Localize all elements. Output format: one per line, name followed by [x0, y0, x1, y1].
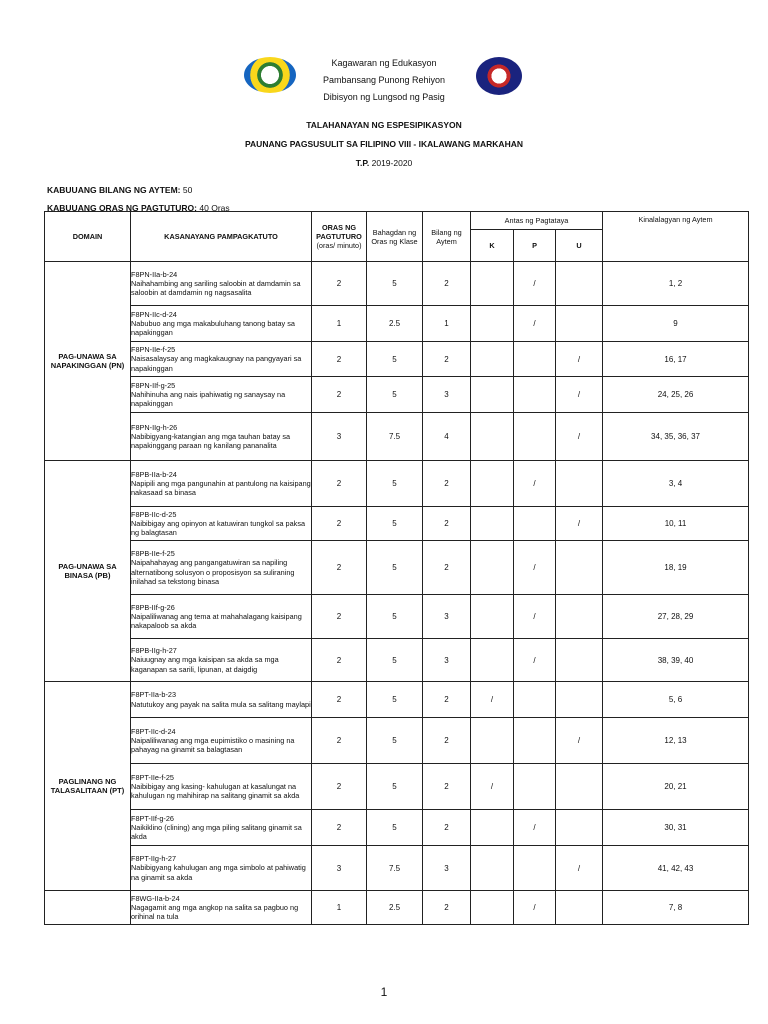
col-level-u: U	[556, 230, 603, 262]
item-placement-cell: 24, 25, 26	[603, 377, 749, 413]
item-count-cell: 2	[423, 461, 471, 507]
item-count-cell: 2	[423, 891, 471, 925]
level-k-cell	[471, 262, 514, 306]
table-row	[45, 377, 749, 413]
level-u-cell	[556, 639, 603, 682]
domain-cell: PAGLINANG NG TALASALITAAN (PT)	[45, 682, 131, 891]
item-placement-cell: 1, 2	[603, 262, 749, 306]
item-count-cell: 1	[423, 306, 471, 342]
level-u-cell	[556, 595, 603, 639]
competency-text: Naihahambing ang sariling saloobin at damdamin sa saloobin at damdamin ng nagsasalita	[131, 278, 301, 298]
level-u-cell	[556, 764, 603, 810]
table-row	[45, 541, 749, 595]
document-titles	[0, 116, 768, 173]
item-count-cell: 3	[423, 846, 471, 891]
item-placement-cell: 30, 31	[603, 810, 749, 846]
item-placement-cell: 41, 42, 43	[603, 846, 749, 891]
item-placement-cell: 34, 35, 36, 37	[603, 413, 749, 461]
hours-cell: 2	[312, 377, 367, 413]
level-k-cell: /	[471, 764, 514, 810]
level-k-cell	[471, 595, 514, 639]
level-u-cell	[556, 306, 603, 342]
level-k-cell	[471, 891, 514, 925]
hours-cell: 3	[312, 846, 367, 891]
col-hours-title: ORAS NG PAGTUTURO	[316, 223, 362, 241]
level-k-cell	[471, 846, 514, 891]
table-body	[45, 262, 749, 925]
item-count-cell: 2	[423, 764, 471, 810]
item-count-cell: 2	[423, 810, 471, 846]
competency-text: Natutukoy ang payak na salita mula sa salitang maylapi	[131, 699, 311, 709]
competency-cell	[131, 413, 312, 461]
level-p-cell	[514, 764, 556, 810]
table-row	[45, 764, 749, 810]
agency-header	[0, 55, 768, 106]
table-row	[45, 682, 749, 718]
level-u-cell	[556, 682, 603, 718]
competency-code: F8PN-IIa-b-24	[131, 269, 178, 279]
competency-code: F8PN-IIe-f-25	[131, 345, 176, 355]
item-placement-cell: 7, 8	[603, 891, 749, 925]
table-row	[45, 846, 749, 891]
competency-text: Naipaliliwanag ang mga eupimistiko o masining na pahayag na ginamit sa balagtasan	[131, 735, 295, 755]
level-u-cell	[556, 891, 603, 925]
competency-text: Nabibigyang kahulugan ang mga simbolo at pahiwatig na ginamit sa akda	[131, 863, 306, 882]
col-hours	[312, 212, 367, 262]
col-level-k: K	[471, 230, 514, 262]
item-placement-cell: 5, 6	[603, 682, 749, 718]
competency-cell	[131, 891, 312, 925]
level-u-cell: /	[556, 507, 603, 541]
level-u-cell: /	[556, 718, 603, 764]
level-p-cell: /	[514, 262, 556, 306]
hours-cell: 1	[312, 891, 367, 925]
total-hours-label: KABUUANG ORAS NG PAGTUTURO:	[47, 203, 198, 213]
hours-cell: 3	[312, 413, 367, 461]
school-year-value: 2019-2020	[371, 158, 413, 168]
level-p-cell	[514, 342, 556, 377]
level-p-cell: /	[514, 595, 556, 639]
percent-cell: 5	[367, 639, 423, 682]
school-year	[0, 154, 768, 173]
domain-cell: PAG-UNAWA SA BINASA (PB)	[45, 461, 131, 682]
hours-cell: 2	[312, 595, 367, 639]
col-percent: Bahagdan ng Oras ng Klase	[367, 212, 423, 262]
level-k-cell	[471, 639, 514, 682]
competency-cell	[131, 306, 312, 342]
total-items	[47, 181, 230, 199]
competency-text: Naibibigay ang opinyon at katuwiran tungkol sa paksa ng balagtasan	[131, 518, 306, 538]
competency-cell	[131, 461, 312, 507]
competency-cell	[131, 846, 312, 891]
hours-cell: 1	[312, 306, 367, 342]
level-k-cell	[471, 461, 514, 507]
competency-cell	[131, 377, 312, 413]
item-count-cell: 2	[423, 262, 471, 306]
percent-cell: 5	[367, 810, 423, 846]
level-p-cell: /	[514, 639, 556, 682]
table-row	[45, 595, 749, 639]
total-items-value: 50	[182, 185, 193, 195]
item-count-cell: 2	[423, 342, 471, 377]
table-row	[45, 507, 749, 541]
percent-cell: 5	[367, 342, 423, 377]
specification-table	[44, 211, 749, 925]
item-count-cell: 2	[423, 682, 471, 718]
hours-cell: 2	[312, 718, 367, 764]
competency-code: F8PT-IIa-b-23	[131, 690, 177, 700]
competency-cell	[131, 595, 312, 639]
header-line: Dibisyon ng Lungsod ng Pasig	[323, 92, 445, 102]
total-items-label: KABUUANG BILANG NG AYTEM:	[47, 185, 181, 195]
item-placement-cell: 10, 11	[603, 507, 749, 541]
competency-text: Naiuugnay ang mga kaisipan sa akda sa mga kaganapan sa sarili, lipunan, at daigdig	[131, 655, 279, 674]
col-competency: KASANAYANG PAMPAGKATUTO	[131, 212, 312, 262]
competency-cell	[131, 682, 312, 718]
percent-cell: 2.5	[367, 306, 423, 342]
competency-code: F8PB-IIf-g-26	[131, 602, 175, 612]
hours-cell: 2	[312, 541, 367, 595]
level-k-cell	[471, 507, 514, 541]
item-count-cell: 2	[423, 541, 471, 595]
item-placement-cell: 12, 13	[603, 718, 749, 764]
percent-cell: 5	[367, 541, 423, 595]
table-row	[45, 718, 749, 764]
level-p-cell: /	[514, 461, 556, 507]
competency-text: Nahihinuha ang nais ipahiwatig ng sanaysay na napakinggan	[131, 389, 286, 409]
table-row	[45, 342, 749, 377]
level-p-cell	[514, 846, 556, 891]
level-u-cell	[556, 810, 603, 846]
competency-code: F8PT-IIf-g-26	[131, 813, 174, 823]
competency-cell	[131, 718, 312, 764]
hours-cell: 2	[312, 639, 367, 682]
level-p-cell: /	[514, 810, 556, 846]
competency-text: Nabubuo ang mga makabuluhang tanong batay sa napakinggan	[131, 318, 295, 338]
percent-cell: 5	[367, 718, 423, 764]
item-placement-cell: 27, 28, 29	[603, 595, 749, 639]
col-placement: Kinalalagyan ng Aytem	[603, 212, 749, 262]
hours-cell: 2	[312, 810, 367, 846]
percent-cell: 2.5	[367, 891, 423, 925]
competency-text: Naibibigay ang kasing- kahulugan at kasalungat na kahulugan ng mahihirap na salitang ginamit sa akda	[131, 781, 300, 801]
competency-code: F8PB-IIg-h-27	[131, 646, 177, 656]
level-u-cell: /	[556, 377, 603, 413]
document-subtitle: PAUNANG PAGSUSULIT SA FILIPINO VIII - IKALAWANG MARKAHAN	[245, 139, 523, 149]
level-p-cell: /	[514, 306, 556, 342]
level-k-cell	[471, 810, 514, 846]
level-p-cell	[514, 718, 556, 764]
percent-cell: 5	[367, 764, 423, 810]
document-title: TALAHANAYAN NG ESPESIPIKASYON	[306, 120, 462, 130]
col-count: Bilang ng Aytem	[423, 212, 471, 262]
competency-cell	[131, 342, 312, 377]
percent-cell: 5	[367, 377, 423, 413]
item-count-cell: 3	[423, 639, 471, 682]
col-domain: DOMAIN	[45, 212, 131, 262]
hours-cell: 2	[312, 682, 367, 718]
competency-code: F8PT-IIg-h-27	[131, 854, 177, 864]
competency-cell	[131, 764, 312, 810]
hours-cell: 2	[312, 342, 367, 377]
item-placement-cell: 18, 19	[603, 541, 749, 595]
item-count-cell: 2	[423, 507, 471, 541]
table-row	[45, 891, 749, 925]
competency-code: F8PN-IIc-d-24	[131, 309, 177, 319]
competency-text: Nabibigyang-katangian ang mga tauhan batay sa napakinggang paraan ng kanilang pananalita	[131, 431, 291, 451]
hours-cell: 2	[312, 764, 367, 810]
level-k-cell	[471, 413, 514, 461]
table-row	[45, 306, 749, 342]
level-u-cell: /	[556, 342, 603, 377]
percent-cell: 5	[367, 595, 423, 639]
level-p-cell: /	[514, 541, 556, 595]
competency-cell	[131, 262, 312, 306]
competency-cell	[131, 507, 312, 541]
domain-cell	[45, 891, 131, 925]
competency-cell	[131, 810, 312, 846]
domain-cell: PAG-UNAWA SA NAPAKINGGAN (PN)	[45, 262, 131, 461]
col-hours-unit: (oras/ minuto)	[316, 241, 362, 250]
level-p-cell: /	[514, 891, 556, 925]
level-k-cell	[471, 541, 514, 595]
hours-cell: 2	[312, 507, 367, 541]
level-p-cell	[514, 507, 556, 541]
competency-text: Napipili ang mga pangunahin at pantulong na kaisipang nakasaad sa binasa	[131, 478, 311, 498]
competency-code: F8PB-IIa-b-24	[131, 469, 177, 479]
level-k-cell: /	[471, 682, 514, 718]
item-placement-cell: 9	[603, 306, 749, 342]
level-u-cell: /	[556, 846, 603, 891]
competency-code: F8PN-IIf-g-25	[131, 380, 176, 390]
competency-code: F8PB-IIe-f-25	[131, 548, 175, 558]
item-placement-cell: 16, 17	[603, 342, 749, 377]
item-placement-cell: 20, 21	[603, 764, 749, 810]
item-placement-cell: 3, 4	[603, 461, 749, 507]
competency-cell	[131, 639, 312, 682]
percent-cell: 7.5	[367, 413, 423, 461]
item-count-cell: 3	[423, 595, 471, 639]
competency-code: F8PB-IIc-d-25	[131, 509, 177, 519]
item-count-cell: 2	[423, 718, 471, 764]
item-count-cell: 4	[423, 413, 471, 461]
school-year-label: T.P.	[355, 158, 370, 168]
col-level-p: P	[514, 230, 556, 262]
competency-text: Naipaliliwanag ang tema at mahahalagang kaisipang nakapaloob sa akda	[131, 611, 302, 631]
level-k-cell	[471, 718, 514, 764]
page-number: 1	[380, 985, 388, 999]
hours-cell: 2	[312, 262, 367, 306]
item-count-cell: 3	[423, 377, 471, 413]
competency-text: Naisasalaysay ang magkakaugnay na pangyayari sa napakinggan	[131, 354, 302, 373]
competency-code: F8WG-IIa-b-24	[131, 893, 180, 903]
header-line: Kagawaran ng Edukasyon	[331, 58, 437, 68]
level-p-cell	[514, 377, 556, 413]
level-p-cell	[514, 682, 556, 718]
competency-text: Naipahahayag ang pangangatuwiran sa napiling alternatibong solusyon o proposisyon sa suliraning inilahad sa tekstong binasa	[131, 558, 295, 586]
hours-cell: 2	[312, 461, 367, 507]
percent-cell: 5	[367, 682, 423, 718]
percent-cell: 5	[367, 461, 423, 507]
competency-cell	[131, 541, 312, 595]
competency-text: Naikiklino (clining) ang mga piling salitang ginamit sa akda	[131, 822, 302, 842]
competency-code: F8PT-IIc-d-24	[131, 726, 176, 736]
competency-code: F8PT-IIe-f-25	[131, 772, 174, 782]
table-row	[45, 810, 749, 846]
table-row	[45, 262, 749, 306]
header-line: Pambansang Punong Rehiyon	[322, 75, 446, 85]
level-k-cell	[471, 377, 514, 413]
percent-cell: 7.5	[367, 846, 423, 891]
level-k-cell	[471, 342, 514, 377]
percent-cell: 5	[367, 262, 423, 306]
level-u-cell: /	[556, 413, 603, 461]
table-row	[45, 639, 749, 682]
table-row	[45, 413, 749, 461]
level-u-cell	[556, 461, 603, 507]
competency-text: Nagagamit ang mga angkop na salita sa pagbuo ng orihinal na tula	[131, 902, 299, 922]
total-hours-value: 40 Oras	[199, 203, 230, 213]
level-u-cell	[556, 262, 603, 306]
percent-cell: 5	[367, 507, 423, 541]
col-levels: Antas ng Pagtataya	[471, 212, 603, 230]
competency-code: F8PN-IIg-h-26	[131, 422, 178, 432]
level-k-cell	[471, 306, 514, 342]
level-u-cell	[556, 541, 603, 595]
level-p-cell	[514, 413, 556, 461]
item-placement-cell: 38, 39, 40	[603, 639, 749, 682]
table-row	[45, 461, 749, 507]
